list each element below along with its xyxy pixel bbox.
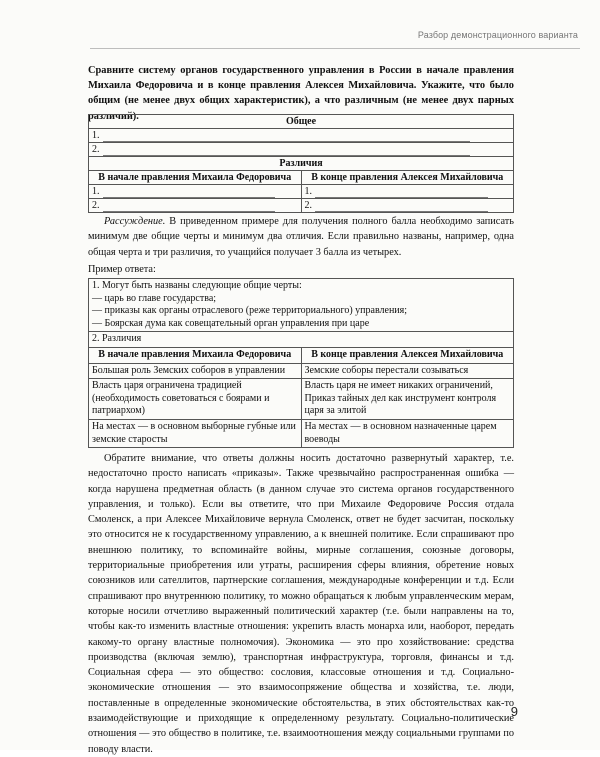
running-title: Разбор демонстрационного варианта	[417, 30, 578, 40]
page-number: 9	[510, 704, 518, 719]
sample-common-item: — приказы как органы отраслевого (реже территориального) управления;	[92, 305, 408, 317]
answer-form-table	[88, 114, 514, 213]
diff-left-row-2: 2.	[89, 199, 302, 213]
sample-common-cell	[89, 279, 514, 332]
sample-common-item: — царь во главе государства;	[92, 292, 217, 304]
sample-col-left-header: В начале правления Михаила Федоровича	[89, 347, 302, 363]
sample-answer-table	[88, 278, 514, 448]
sample-row-left: Большая роль Земских соборов в управлении	[89, 363, 302, 379]
sample-label: Пример ответа:	[88, 264, 156, 275]
answer-line	[103, 201, 276, 212]
common-heading: Общее	[89, 115, 514, 129]
diff-left-row-1: 1.	[89, 185, 302, 199]
sample-common-item: — Боярская дума как совещательный орган управления при царе	[92, 317, 370, 329]
sample-common-title: 1. Могут быть названы следующие общие черты:	[92, 280, 302, 291]
reasoning-paragraph	[88, 214, 514, 260]
reasoning-label: Рассуждение.	[104, 216, 166, 227]
note-paragraph: Обратите внимание, что ответы должны носить достаточно развернутый характер, т.е. недостаточно просто написать «приказы». Также чрезвычайно распространенная ошибка — когда нарушена предметная область (в данном случае это система органов государственного управления, и только). Если вы ответите, что при Михаиле Федоровиче Россия отдала Смоленск, а при Алексее Михайловиче вернула Смоленск, ответ не будет засчитан, поскольку это относится не к государственному управлению, а к внешней политике. Если спрашивают про внешнюю политику, то вспоминайте войны, мирные соглашения, союзные договоры, территориальные приобретения или утраты, расширения сферы влияния, обретение новых союзников или сателлитов, партнерские соглашения, международные конференции и т.д. Если спрашивают про внутреннюю политику, то можно обращаться к любым управленческим мерам, которые носили отчетливо выраженный политический характер (т.е. были направлены на то, чтобы как-то изменить властные отношения: укрепить власть монарха или, наоборот, передать какому-то органу властные полномочия). Экономика — это про хозяйствование: средства производства (включая землю), транспортная инфраструктура, торговля, финансы и т.д. Социальная сфера — это общество: сословия, классовые отношения и т.д. Социально-экономические отношения — это взаимосопряжение общества и хозяйства, т.е. люди, поставленные в определенные экономические обстоятельства, в этих обстоятельствах как-то взаимодействующие и приходящие к определенному результату. Социально-политические отношения — это общество в политике, т.е. взаимоотношения между социальными группами по поводу власти.	[88, 453, 514, 755]
answer-line	[103, 145, 471, 156]
sample-row-left: Власть царя ограничена традицией (необходимость советоваться с боярами и патриархом)	[89, 379, 302, 420]
reasoning-text: В приведенном примере для получения полного балла необходимо записать минимум две общие черты и минимум два отличия. Если правильно названы, например, одна общая черта и три различия, то учащийся получает 3 балла из четырех.	[88, 216, 514, 258]
diff-right-row-1: 1.	[301, 185, 514, 199]
diff-right-row-2: 2.	[301, 199, 514, 213]
common-row-1: 1.	[89, 129, 514, 143]
question-text: Сравните систему органов государственного управления в России в начале правления Михаила Федоровича и в конце правления Алексея Михайловича. Укажите, что было общим (не менее двух общих характеристик), а что различным (не менее двух парных различий).	[88, 65, 514, 122]
answer-line	[315, 187, 488, 198]
common-row-2: 2.	[89, 143, 514, 157]
running-header	[90, 28, 580, 49]
diff-col-left-header: В начале правления Михаила Федоровича	[89, 171, 302, 185]
sample-row-right: Власть царя не имеет никаких ограничений, Приказ тайных дел как инструмент контроля царя за элитой	[301, 379, 514, 420]
answer-line	[103, 187, 276, 198]
diff-heading: Различия	[89, 157, 514, 171]
diff-col-right-header: В конце правления Алексея Михайловича	[301, 171, 514, 185]
sample-col-right-header: В конце правления Алексея Михайловича	[301, 347, 514, 363]
sample-diff-title: 2. Различия	[89, 332, 514, 348]
answer-line	[315, 201, 488, 212]
sample-row-right: На местах — в основном назначенные царем воеводы	[301, 419, 514, 447]
answer-line	[103, 131, 471, 142]
sample-row-left: На местах — в основном выборные губные или земские старосты	[89, 419, 302, 447]
sample-row-right: Земские соборы перестали созываться	[301, 363, 514, 379]
